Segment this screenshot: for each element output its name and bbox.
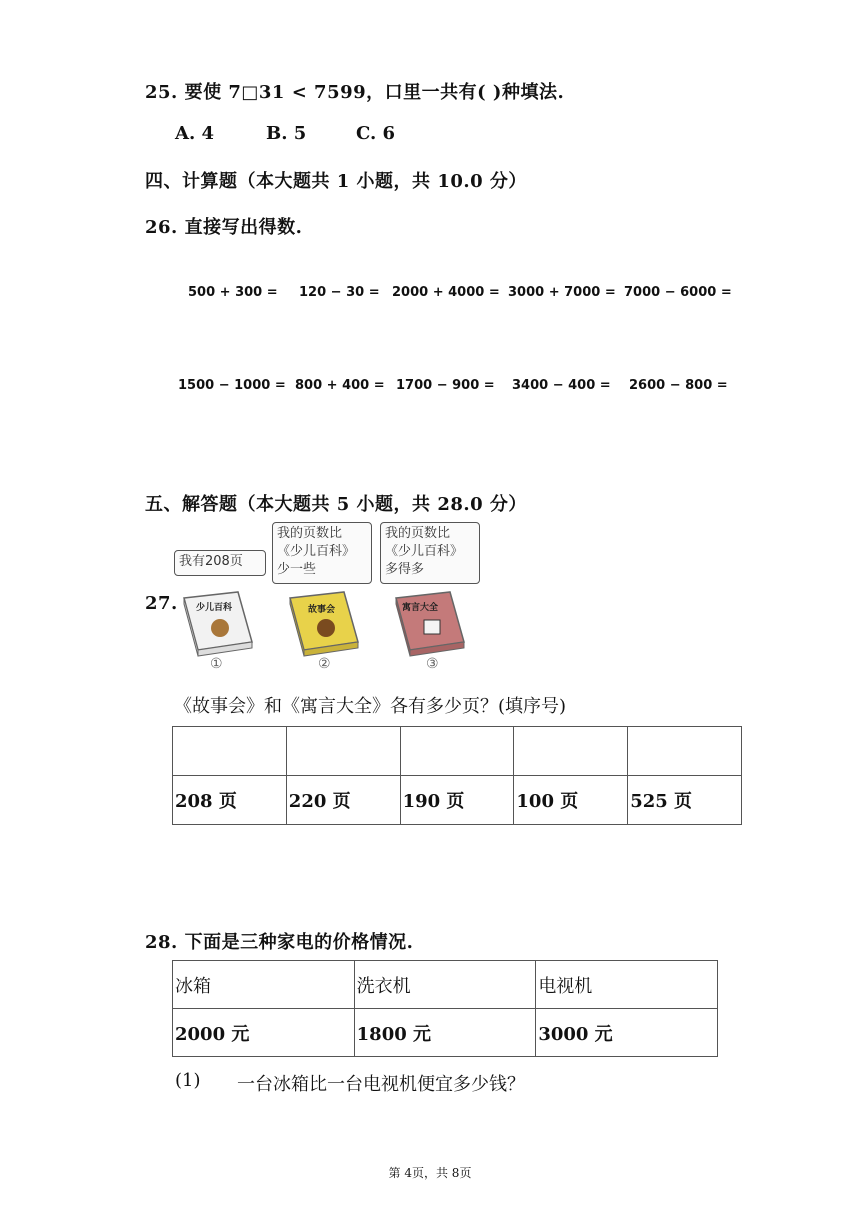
q26-item-1: 500 + 300 = bbox=[188, 285, 278, 300]
q27-question: 《故事会》和《寓言大全》各有多少页？(填序号) bbox=[174, 696, 567, 717]
book-number-1: ① bbox=[210, 656, 223, 672]
q28-sub1-text: 一台冰箱比一台电视机便宜多少钱？ bbox=[237, 1074, 525, 1095]
answer-cell-3[interactable] bbox=[400, 727, 514, 776]
page-footer: 第 4页，共 8页 bbox=[388, 1166, 472, 1180]
book-1-title: 少儿百科 bbox=[196, 603, 233, 613]
q26-item-7: 800 + 400 = bbox=[295, 378, 385, 393]
table-row bbox=[173, 1009, 718, 1057]
answer-cell-4[interactable] bbox=[514, 727, 628, 776]
section5-title: 五、解答题（本大题共 5 小题，共 28.0 分） bbox=[145, 494, 527, 515]
q27-answer-table bbox=[172, 726, 742, 825]
q28-text: 28. 下面是三种家电的价格情况. bbox=[145, 932, 414, 953]
q26-item-6: 1500 − 1000 = bbox=[178, 378, 286, 393]
book-number-3: ③ bbox=[426, 656, 439, 672]
price-washer: 1800 元 bbox=[354, 1009, 536, 1057]
speech-bubble-2 bbox=[272, 522, 372, 584]
q26-item-2: 120 − 30 = bbox=[299, 285, 380, 300]
pages-cell-1: 208 页 bbox=[173, 776, 287, 825]
answer-cell-2[interactable] bbox=[286, 727, 400, 776]
q26-item-8: 1700 − 900 = bbox=[396, 378, 495, 393]
answer-cell-1[interactable] bbox=[173, 727, 287, 776]
speech-bubble-3 bbox=[380, 522, 480, 584]
q25-option-a: A. 4 bbox=[175, 123, 215, 144]
q25-text: 25. 要使 7□31 < 7599，口里一共有( )种填法. bbox=[145, 82, 565, 103]
book-3-title: 寓言大全 bbox=[402, 603, 439, 613]
book-number-2: ② bbox=[318, 656, 331, 672]
q26-item-5: 7000 − 6000 = bbox=[624, 285, 732, 300]
book-icon-1 bbox=[178, 590, 258, 660]
q26-item-4: 3000 + 7000 = bbox=[508, 285, 616, 300]
section4-title: 四、计算题（本大题共 1 小题，共 10.0 分） bbox=[145, 171, 527, 192]
table-row bbox=[173, 727, 742, 776]
table-row bbox=[173, 961, 718, 1009]
speech-bubble-2-text: 我的页数比《少儿百科》少一些 bbox=[277, 526, 356, 577]
q25-option-c: C. 6 bbox=[356, 123, 396, 144]
pages-cell-3: 190 页 bbox=[400, 776, 514, 825]
price-fridge: 2000 元 bbox=[173, 1009, 355, 1057]
speech-bubble-1 bbox=[174, 550, 266, 576]
book-icon-2 bbox=[284, 590, 364, 660]
q28-sub1-number: (1) bbox=[175, 1070, 201, 1091]
table-row bbox=[173, 776, 742, 825]
header-fridge: 冰箱 bbox=[173, 961, 355, 1009]
pages-cell-2: 220 页 bbox=[286, 776, 400, 825]
header-tv: 电视机 bbox=[536, 961, 718, 1009]
q25-option-b: B. 5 bbox=[266, 123, 307, 144]
header-washer: 洗衣机 bbox=[354, 961, 536, 1009]
speech-bubble-1-text: 我有208页 bbox=[179, 554, 243, 569]
book-icon-3 bbox=[390, 590, 470, 660]
answer-cell-5[interactable] bbox=[628, 727, 742, 776]
q26-text: 26. 直接写出得数. bbox=[145, 217, 303, 238]
price-tv: 3000 元 bbox=[536, 1009, 718, 1057]
q28-price-table bbox=[172, 960, 718, 1057]
q26-item-9: 3400 − 400 = bbox=[512, 378, 611, 393]
q26-item-10: 2600 − 800 = bbox=[629, 378, 728, 393]
pages-cell-5: 525 页 bbox=[628, 776, 742, 825]
pages-cell-4: 100 页 bbox=[514, 776, 628, 825]
book-2-title: 故事会 bbox=[308, 605, 336, 615]
q27-number: 27. bbox=[145, 593, 178, 614]
speech-bubble-3-text: 我的页数比《少儿百科》多得多 bbox=[385, 526, 464, 577]
q26-item-3: 2000 + 4000 = bbox=[392, 285, 500, 300]
